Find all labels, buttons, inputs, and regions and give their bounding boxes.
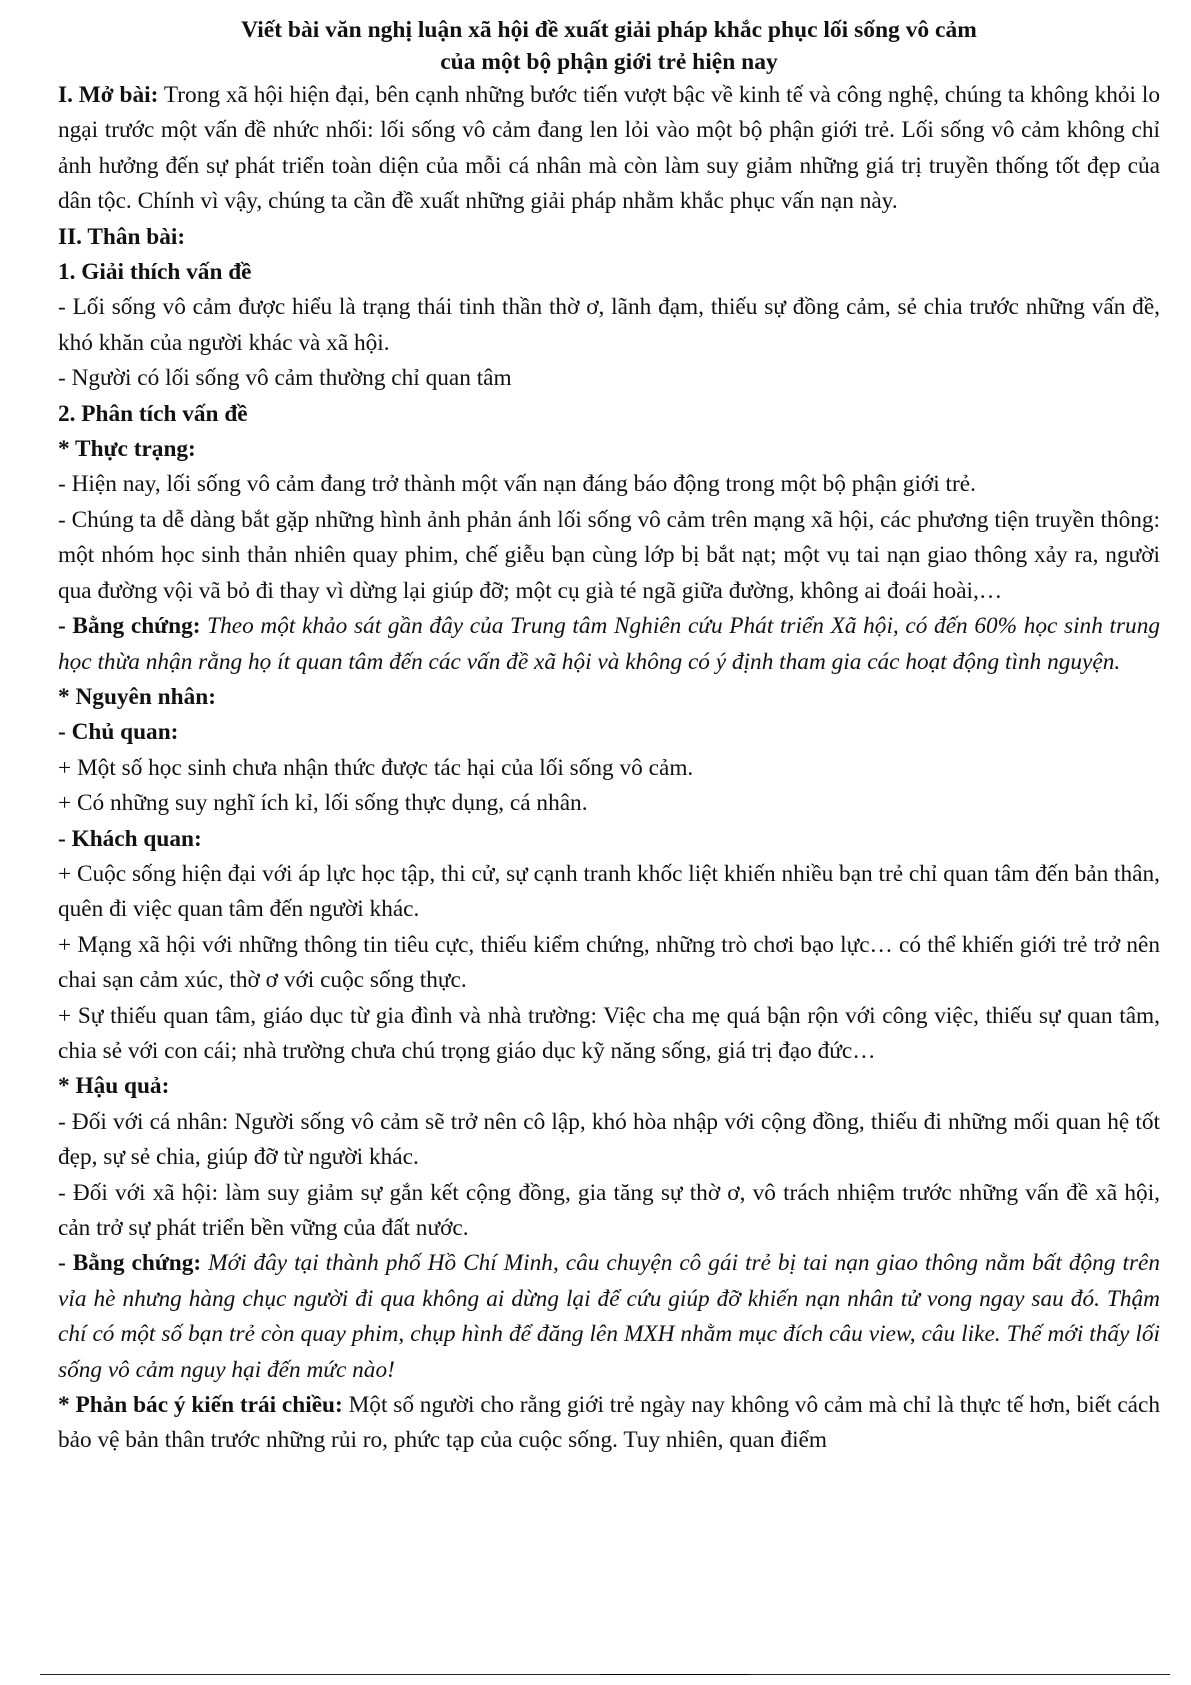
footer-rule-middle bbox=[600, 1674, 750, 1675]
counter-argument bbox=[58, 1388, 1160, 1459]
status-evidence-text: Theo một khảo sát gần đây của Trung tâm Nghiên cứu Phát triển Xã hội, có đến 60% học sinh trung học thừa nhận rằng họ ít quan tâm đến các vấn đề xã hội và không có ý định tham gia các hoạt động tình nguyện. bbox=[58, 613, 1160, 675]
consequences-paragraph-1: - Đối với cá nhân: Người sống vô cảm sẽ trở nên cô lập, khó hòa nhập với cộng đồng, thiếu đi những mối quan hệ tốt đẹp, sự sẻ chia, giúp đỡ từ người khác. bbox=[58, 1108, 1160, 1171]
section-2-heading: 2. Phân tích vấn đề bbox=[58, 400, 248, 427]
status-paragraph-1: - Hiện nay, lối sống vô cảm đang trở thành một vấn nạn đáng báo động trong một bộ phận giới trẻ. bbox=[58, 471, 976, 498]
intro-text: Trong xã hội hiện đại, bên cạnh những bước tiến vượt bậc về kinh tế và công nghệ, chúng ta không khỏi lo ngại trước một vấn đề nhức nhối: lối sống vô cảm đang len lỏi vào một bộ phận giới trẻ. Lối sống vô cảm không chỉ ảnh hưởng đến sự phát triển toàn diện của mỗi cá nhân mà còn làm suy giảm những giá trị truyền thống tốt đẹp của dân tộc. Chính vì vậy, chúng ta cần đề xuất những giải pháp nhằm khắc phục vấn nạn này. bbox=[58, 82, 1160, 215]
intro-label: I. Mở bài: bbox=[58, 82, 159, 108]
body-heading: II. Thân bài: bbox=[58, 223, 186, 250]
intro-paragraph bbox=[58, 78, 1160, 220]
consequences-evidence-text: Mới đây tại thành phố Hồ Chí Minh, câu chuyện cô gái trẻ bị tai nạn giao thông nằm bất động trên vỉa hè nhưng hàng chục người đi qua không ai dừng lại để cứu giúp đỡ khiến nạn nhân tử vong ngay sau đó. Thậm chí có một số bạn trẻ còn quay phim, chụp hình để đăng lên MXH nhằm mục đích câu view, câu like. Thế mới thấy lối sống vô cảm nguy hại đến mức nào! bbox=[58, 1250, 1160, 1383]
section-1-heading: 1. Giải thích vấn đề bbox=[58, 259, 252, 286]
consequences-evidence-label: - Bằng chứng: bbox=[58, 1250, 202, 1277]
footer-rule-right bbox=[750, 1674, 1170, 1675]
title-line-2: của một bộ phận giới trẻ hiện nay bbox=[440, 49, 778, 75]
causes-subjective-item-1: + Một số học sinh chưa nhận thức được tác hại của lối sống vô cảm. bbox=[58, 754, 694, 781]
causes-objective-heading: - Khách quan: bbox=[58, 825, 202, 852]
causes-objective-item-3: + Sự thiếu quan tâm, giáo dục từ gia đình và nhà trường: Việc cha mẹ quá bận rộn với công việc, thiếu sự quan tâm, chia sẻ với con cái; nhà trường chưa chú trọng giáo dục kỹ năng sống, giá trị đạo đức… bbox=[58, 1002, 1160, 1064]
counter-argument-label: * Phản bác ý kiến trái chiều: bbox=[58, 1392, 343, 1419]
title-line-1: Viết bài văn nghị luận xã hội đề xuất giải pháp khắc phục lối sống vô cảm bbox=[241, 17, 977, 43]
causes-heading: * Nguyên nhân: bbox=[58, 683, 216, 710]
section-1-paragraph-2: - Người có lối sống vô cảm thường chỉ quan tâm bbox=[58, 365, 512, 392]
causes-objective-item-1: + Cuộc sống hiện đại với áp lực học tập, thi cử, sự cạnh tranh khốc liệt khiến nhiều bạn trẻ chỉ quan tâm đến bản thân, quên đi việc quan tâm đến người khác. bbox=[58, 860, 1160, 923]
status-heading: * Thực trạng: bbox=[58, 436, 196, 463]
document-title bbox=[58, 14, 1160, 78]
status-evidence-label: - Bằng chứng: bbox=[58, 613, 201, 640]
counter-argument-text: Một số người cho rằng giới trẻ ngày nay không vô cảm mà chỉ là thực tế hơn, biết cách bảo vệ bản thân trước những rủi ro, phức tạp của cuộc sống. Tuy nhiên, quan điểm bbox=[58, 1392, 1161, 1454]
footer-rule-left bbox=[40, 1674, 600, 1675]
causes-subjective-item-2: + Có những suy nghĩ ích kỉ, lối sống thực dụng, cá nhân. bbox=[58, 790, 588, 817]
consequences-evidence bbox=[58, 1246, 1160, 1388]
causes-objective-item-2: + Mạng xã hội với những thông tin tiêu cực, thiếu kiểm chứng, những trò chơi bạo lực… có thể khiến giới trẻ trở nên chai sạn cảm xúc, thờ ơ với cuộc sống thực. bbox=[58, 931, 1160, 994]
causes-subjective-heading: - Chủ quan: bbox=[58, 719, 179, 746]
section-1-paragraph-1: - Lối sống vô cảm được hiểu là trạng thái tinh thần thờ ơ, lãnh đạm, thiếu sự đồng cảm, sẻ chia trước những vấn đề, khó khăn của người khác và xã hội. bbox=[58, 294, 1160, 356]
status-paragraph-2: - Chúng ta dễ dàng bắt gặp những hình ảnh phản ánh lối sống vô cảm trên mạng xã hội, các phương tiện truyền thông: một nhóm học sinh thản nhiên quay phim, chế giễu bạn cùng lớp bị bắt nạt; một vụ tai nạn giao thông xảy ra, người qua đường vội vã bỏ đi thay vì dừng lại giúp đỡ; một cụ già té ngã giữa đường, không ai đoái hoài,… bbox=[58, 506, 1160, 604]
document-page bbox=[58, 14, 1160, 1459]
consequences-heading: * Hậu quả: bbox=[58, 1073, 170, 1100]
status-evidence bbox=[58, 609, 1160, 680]
consequences-paragraph-2: - Đối với xã hội: làm suy giảm sự gắn kết cộng đồng, gia tăng sự thờ ơ, vô trách nhiệm trước những vấn đề xã hội, cản trở sự phát triển bền vững của đất nước. bbox=[58, 1179, 1160, 1241]
